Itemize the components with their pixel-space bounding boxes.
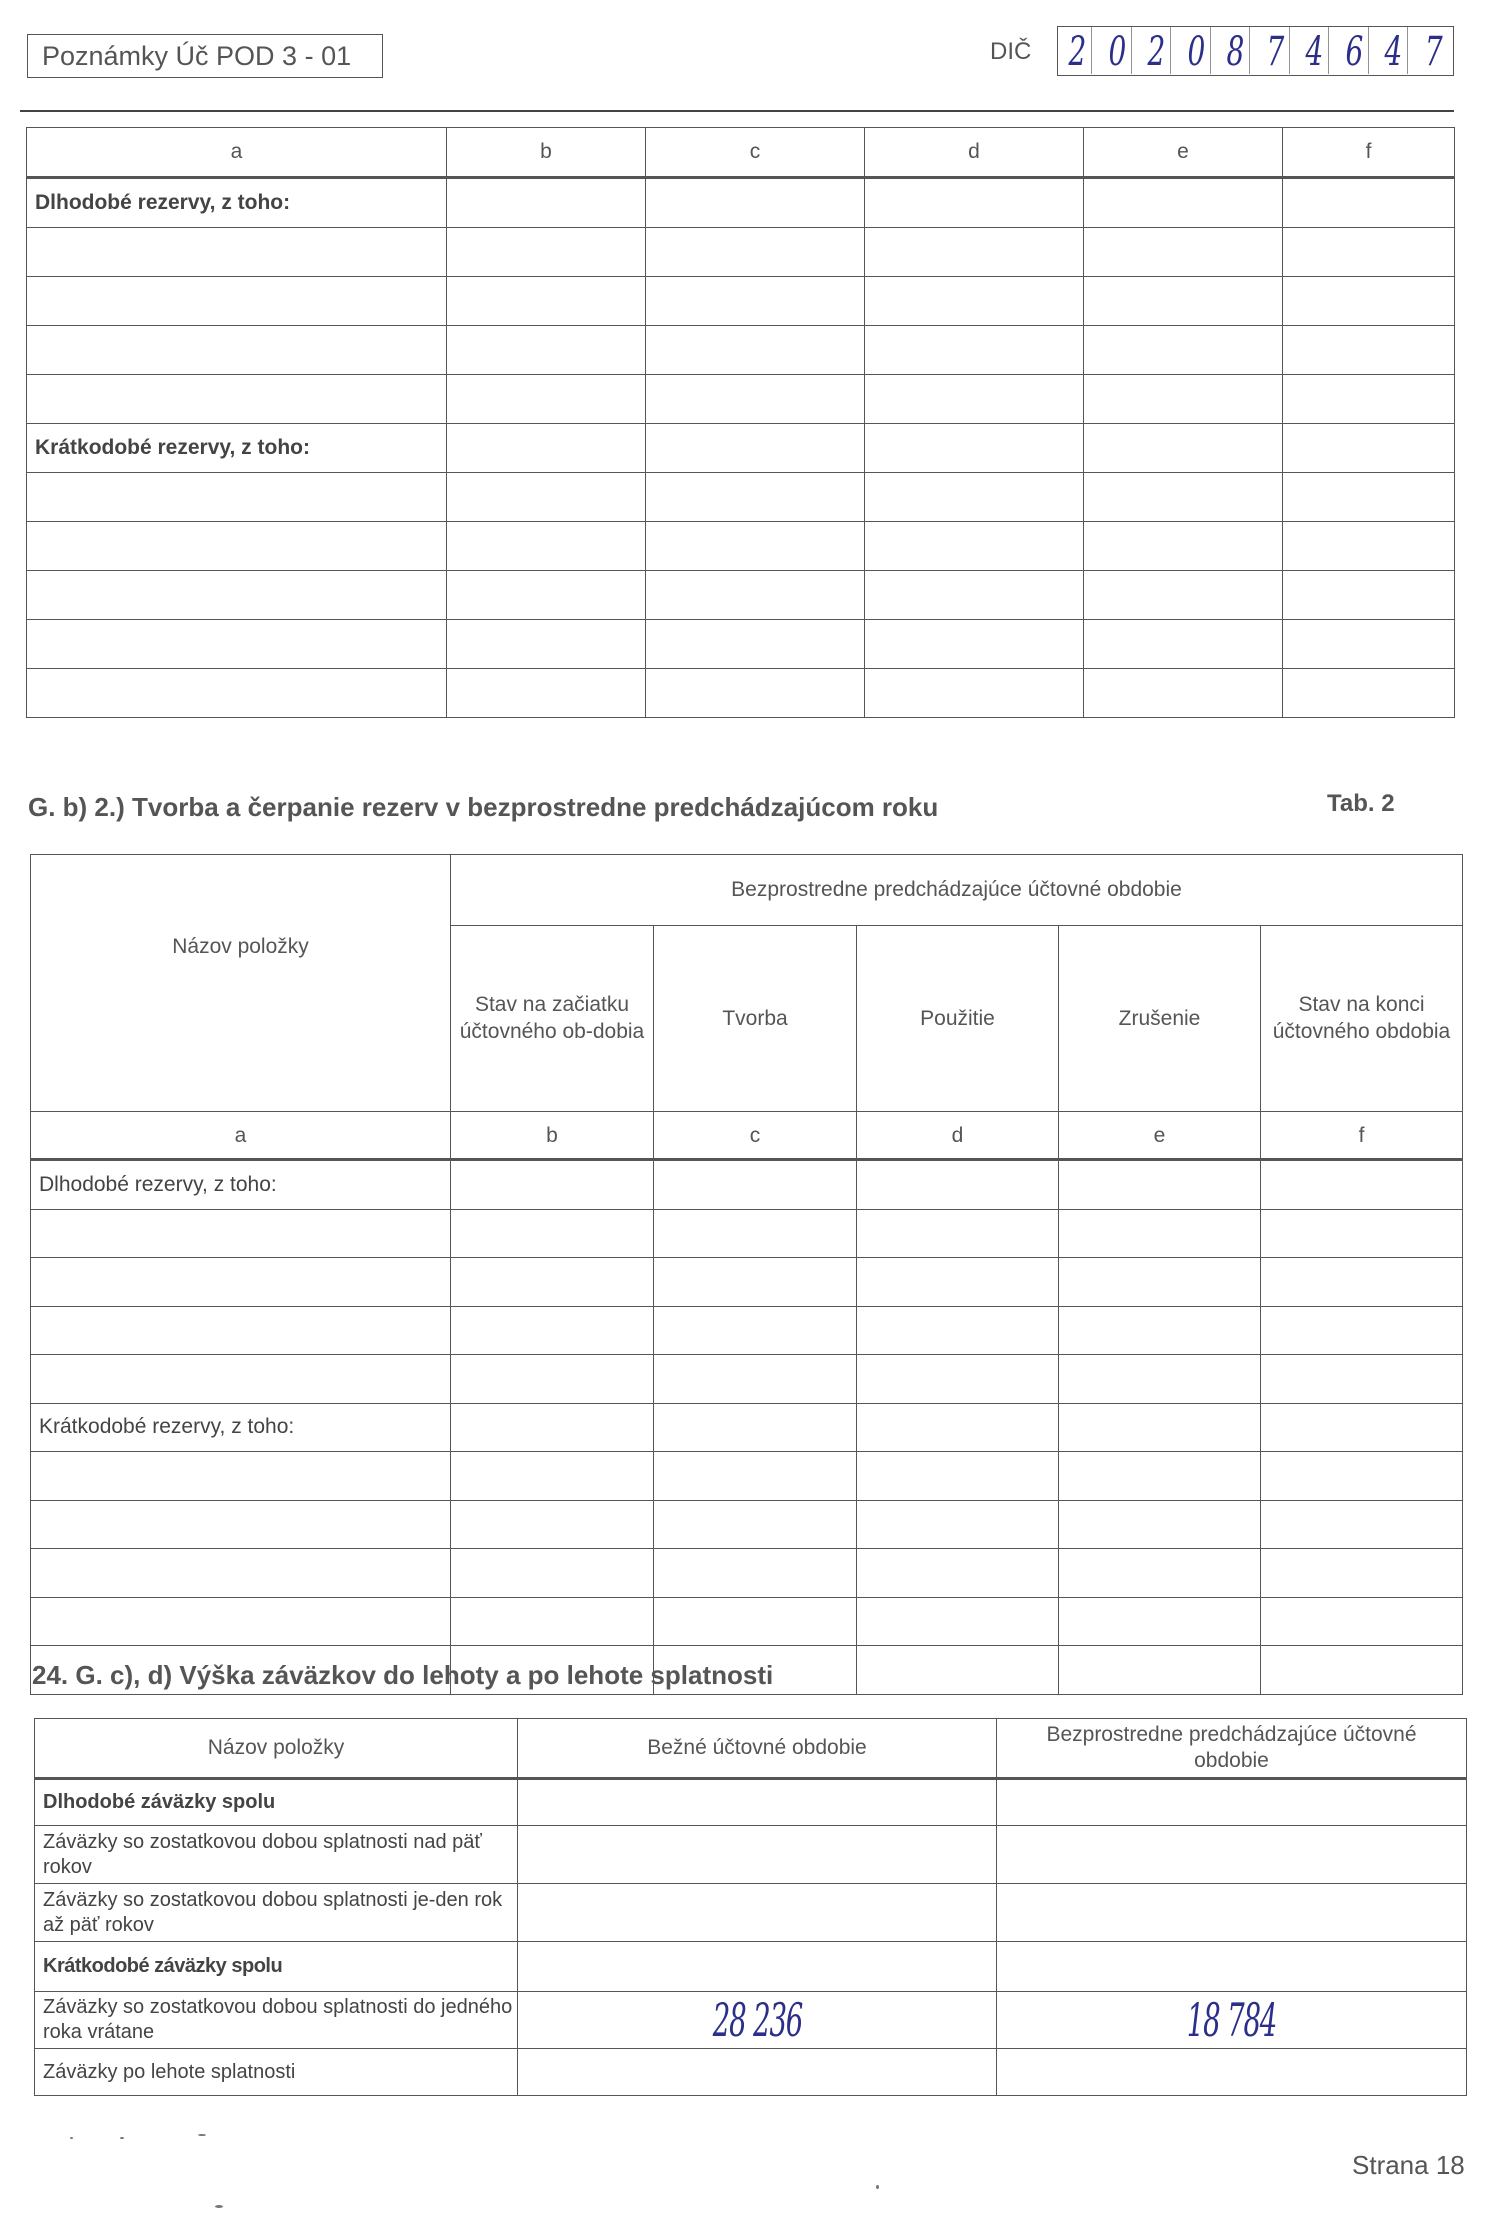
dic-digit[interactable]: 4 (1380, 27, 1408, 74)
cell[interactable] (865, 228, 1084, 277)
cell[interactable] (857, 1403, 1059, 1452)
cell[interactable] (1084, 277, 1283, 326)
cell[interactable] (1059, 1597, 1261, 1646)
previous-value-cell[interactable] (997, 1779, 1467, 1826)
cell[interactable] (451, 1452, 654, 1501)
row-label: Záväzky so zostatkovou dobou splatnosti je-den rok až päť rokov (35, 1884, 518, 1942)
cell[interactable] (451, 1355, 654, 1404)
row-label: Krátkodobé rezervy, z toho: (27, 424, 447, 473)
cell[interactable] (1059, 1258, 1261, 1307)
scan-speck (70, 2137, 73, 2139)
row-label[interactable] (31, 1355, 451, 1404)
table-row (27, 375, 1455, 424)
row-label[interactable] (31, 1258, 451, 1307)
cell[interactable] (654, 1258, 857, 1307)
cell[interactable] (1084, 375, 1283, 424)
cell[interactable] (865, 473, 1084, 522)
row-label[interactable] (27, 473, 447, 522)
dic-digit[interactable]: 8 (1222, 27, 1250, 74)
cell[interactable] (1261, 1355, 1463, 1404)
table-row (31, 1355, 1463, 1404)
row-label[interactable] (27, 375, 447, 424)
form-id-box (27, 34, 383, 78)
cell[interactable] (646, 424, 865, 473)
sub-header: Stav na začiatku účtovného ob-dobia (451, 925, 654, 1111)
sub-header: Tvorba (654, 925, 857, 1111)
cell[interactable] (1261, 1597, 1463, 1646)
current-value-cell[interactable] (518, 1779, 997, 1826)
cell[interactable] (865, 571, 1084, 620)
cell[interactable] (1059, 1500, 1261, 1549)
cell[interactable] (1261, 1209, 1463, 1258)
table-row (27, 228, 1455, 277)
cell[interactable] (857, 1306, 1059, 1355)
cell[interactable] (451, 1500, 654, 1549)
dic-field[interactable] (1057, 26, 1454, 76)
cell[interactable] (1283, 424, 1455, 473)
cell[interactable] (1084, 571, 1283, 620)
cell[interactable] (865, 326, 1084, 375)
row-label[interactable] (27, 571, 447, 620)
previous-value-cell[interactable] (997, 2049, 1467, 2096)
group-header: Bezprostredne predchádzajúce účtovné obdobie (451, 855, 1463, 926)
reserves-previous-year-table (30, 854, 1463, 1695)
cell[interactable] (1059, 1403, 1261, 1452)
dic-digit[interactable]: 2 (1143, 27, 1171, 74)
cell[interactable] (1261, 1306, 1463, 1355)
previous-value-cell[interactable] (997, 1942, 1467, 1992)
row-label[interactable] (27, 228, 447, 277)
previous-period-header: Bezprostredne predchádzajúce účtovné obdobie (997, 1719, 1467, 1779)
cell[interactable] (654, 1306, 857, 1355)
cell[interactable] (865, 178, 1084, 228)
table-row (27, 522, 1455, 571)
cell[interactable] (1283, 571, 1455, 620)
row-label: Záväzky so zostatkovou dobou splatnosti nad päť rokov (35, 1826, 518, 1884)
table-row (35, 1992, 1467, 2049)
row-label[interactable] (27, 326, 447, 375)
table-row (27, 473, 1455, 522)
dic-digit[interactable]: 0 (1103, 27, 1131, 74)
cell[interactable] (646, 522, 865, 571)
table-row (31, 1452, 1463, 1501)
row-label: Krátkodobé záväzky spolu (35, 1942, 518, 1992)
scan-speck (876, 2185, 879, 2189)
cell[interactable] (1283, 375, 1455, 424)
name-header: Názov položky (35, 1719, 518, 1779)
cell[interactable] (654, 1597, 857, 1646)
cell[interactable] (646, 571, 865, 620)
cell[interactable] (1261, 1403, 1463, 1452)
cell[interactable] (646, 178, 865, 228)
cell[interactable] (654, 1160, 857, 1210)
cell[interactable] (654, 1500, 857, 1549)
cell[interactable] (865, 620, 1084, 669)
cell[interactable] (451, 1403, 654, 1452)
cell[interactable] (451, 1597, 654, 1646)
column-letter-row (31, 1112, 1463, 1160)
cell[interactable] (1084, 228, 1283, 277)
sub-header: Stav na konci účtovného obdobia (1261, 925, 1463, 1111)
cell[interactable] (857, 1209, 1059, 1258)
cell[interactable] (865, 669, 1084, 718)
previous-value-cell[interactable] (997, 1884, 1467, 1942)
scan-speck (215, 2205, 223, 2208)
scan-speck (198, 2134, 206, 2136)
cell[interactable] (857, 1258, 1059, 1307)
cell[interactable] (646, 375, 865, 424)
cell[interactable] (447, 522, 646, 571)
current-value-cell[interactable] (518, 1884, 997, 1942)
table-row (27, 178, 1455, 228)
row-label[interactable] (31, 1500, 451, 1549)
dic-label: DIČ (990, 38, 1032, 65)
table-row (35, 1826, 1467, 1884)
table-row (35, 1779, 1467, 1826)
sub-header: Zrušenie (1059, 925, 1261, 1111)
col-header: e (1084, 128, 1283, 178)
table-row (35, 2049, 1467, 2096)
cell[interactable] (447, 424, 646, 473)
cell[interactable] (1059, 1355, 1261, 1404)
table-row (27, 424, 1455, 473)
cell[interactable] (1261, 1549, 1463, 1598)
cell[interactable] (1283, 277, 1455, 326)
cell[interactable] (857, 1355, 1059, 1404)
table-row (27, 620, 1455, 669)
cell[interactable] (865, 424, 1084, 473)
cell[interactable] (1261, 1258, 1463, 1307)
table-row (27, 571, 1455, 620)
row-label[interactable] (27, 620, 447, 669)
cell[interactable] (1283, 326, 1455, 375)
col-letter: f (1261, 1112, 1463, 1160)
table-row (31, 1403, 1463, 1452)
cell[interactable] (654, 1355, 857, 1404)
col-header: a (27, 128, 447, 178)
cell[interactable] (1059, 1306, 1261, 1355)
cell[interactable] (447, 620, 646, 669)
cell[interactable] (857, 1160, 1059, 1210)
col-letter: d (857, 1112, 1059, 1160)
handwritten-value: 28 236 (712, 1992, 802, 2047)
cell[interactable] (451, 1209, 654, 1258)
table-row (31, 1160, 1463, 1210)
row-label: Záväzky so zostatkovou dobou splatnosti do jedného roka vrátane (35, 1992, 518, 2049)
current-value-cell[interactable] (518, 2049, 997, 2096)
cell[interactable] (1084, 522, 1283, 571)
cell[interactable] (1283, 473, 1455, 522)
table-row (35, 1884, 1467, 1942)
name-header: Názov položky (31, 855, 451, 1112)
col-header: c (646, 128, 865, 178)
cell[interactable] (447, 375, 646, 424)
cell[interactable] (857, 1500, 1059, 1549)
cell[interactable] (1059, 1209, 1261, 1258)
dic-digit[interactable]: 0 (1182, 27, 1210, 74)
cell[interactable] (1261, 1646, 1463, 1695)
table-row (31, 1549, 1463, 1598)
row-label[interactable] (31, 1306, 451, 1355)
group-header-row (31, 855, 1463, 926)
cell[interactable] (1059, 1646, 1261, 1695)
table-row (35, 1942, 1467, 1992)
dic-digit[interactable]: 2 (1064, 27, 1092, 74)
section-title: G. b) 2.) Tvorba a čerpanie rezerv v bezprostredne predchádzajúcom roku (28, 792, 939, 822)
table-row (31, 1597, 1463, 1646)
cell[interactable] (1283, 522, 1455, 571)
cell[interactable] (1084, 178, 1283, 228)
row-label: Dlhodobé rezervy, z toho: (31, 1160, 451, 1210)
table-row (31, 1209, 1463, 1258)
cell[interactable] (646, 473, 865, 522)
previous-value-cell[interactable] (997, 1826, 1467, 1884)
cell[interactable] (451, 1258, 654, 1307)
column-letter-row (27, 128, 1455, 178)
table-row (31, 1306, 1463, 1355)
row-label[interactable] (31, 1452, 451, 1501)
cell[interactable] (646, 620, 865, 669)
cell[interactable] (447, 277, 646, 326)
table-row (27, 277, 1455, 326)
cell[interactable] (646, 277, 865, 326)
cell[interactable] (646, 228, 865, 277)
cell[interactable] (1084, 424, 1283, 473)
row-label: Krátkodobé rezervy, z toho: (31, 1403, 451, 1452)
cell[interactable] (1059, 1452, 1261, 1501)
cell[interactable] (447, 669, 646, 718)
cell[interactable] (1084, 669, 1283, 718)
cell[interactable] (447, 326, 646, 375)
tab-label: Tab. 2 (1327, 790, 1395, 817)
table-row (27, 669, 1455, 718)
header-divider (20, 110, 1454, 112)
cell[interactable] (646, 326, 865, 375)
cell[interactable] (1283, 178, 1455, 228)
row-label: Dlhodobé záväzky spolu (35, 1779, 518, 1826)
cell[interactable] (1283, 620, 1455, 669)
section-title: 24. G. c), d) Výška záväzkov do lehoty a po lehote splatnosti (32, 1660, 774, 1690)
sub-header: Použitie (857, 925, 1059, 1111)
cell[interactable] (447, 228, 646, 277)
reserves-current-table (26, 127, 1455, 718)
col-header: d (865, 128, 1084, 178)
cell[interactable] (447, 473, 646, 522)
cell[interactable] (1084, 326, 1283, 375)
row-label: Záväzky po lehote splatnosti (35, 2049, 518, 2096)
cell[interactable] (857, 1549, 1059, 1598)
col-header: f (1283, 128, 1455, 178)
row-label[interactable] (27, 522, 447, 571)
cell[interactable] (451, 1549, 654, 1598)
cell[interactable] (451, 1306, 654, 1355)
cell[interactable] (1261, 1500, 1463, 1549)
cell[interactable] (857, 1452, 1059, 1501)
cell[interactable] (865, 375, 1084, 424)
row-label[interactable] (31, 1209, 451, 1258)
row-label[interactable] (27, 669, 447, 718)
dic-digit[interactable]: 7 (1424, 29, 1443, 75)
cell[interactable] (1084, 473, 1283, 522)
dic-digit[interactable]: 4 (1301, 27, 1329, 74)
cell[interactable] (646, 669, 865, 718)
previous-value-cell[interactable] (997, 1992, 1467, 2049)
cell[interactable] (865, 277, 1084, 326)
cell[interactable] (654, 1549, 857, 1598)
header-row (35, 1719, 1467, 1779)
cell[interactable] (654, 1209, 857, 1258)
table-row (31, 1500, 1463, 1549)
dic-digit[interactable]: 7 (1261, 27, 1289, 74)
page-number: Strana 18 (1352, 2150, 1465, 2180)
current-value-cell[interactable] (518, 1826, 997, 1884)
scan-speck (120, 2137, 124, 2139)
col-letter: e (1059, 1112, 1261, 1160)
cell[interactable] (857, 1597, 1059, 1646)
cell[interactable] (1059, 1160, 1261, 1210)
row-label[interactable] (27, 277, 447, 326)
cell[interactable] (1084, 620, 1283, 669)
table-row (31, 1258, 1463, 1307)
col-letter: c (654, 1112, 857, 1160)
table-row (27, 326, 1455, 375)
cell[interactable] (654, 1452, 857, 1501)
row-label[interactable] (31, 1597, 451, 1646)
liabilities-maturity-table (34, 1718, 1467, 2096)
cell[interactable] (447, 178, 646, 228)
row-label: Dlhodobé rezervy, z toho: (27, 178, 447, 228)
cell[interactable] (1261, 1160, 1463, 1210)
current-period-header: Bežné účtovné obdobie (518, 1719, 997, 1779)
cell[interactable] (1261, 1452, 1463, 1501)
dic-digit[interactable]: 6 (1340, 27, 1368, 74)
col-letter: b (451, 1112, 654, 1160)
row-label[interactable] (31, 1549, 451, 1598)
cell[interactable] (654, 1403, 857, 1452)
current-value-cell[interactable] (518, 1992, 997, 2049)
cell[interactable] (1059, 1549, 1261, 1598)
handwritten-value: 18 784 (1186, 1992, 1277, 2047)
cell[interactable] (447, 571, 646, 620)
col-letter: a (31, 1112, 451, 1160)
cell[interactable] (1283, 669, 1455, 718)
cell[interactable] (1283, 228, 1455, 277)
form-id-text: Poznámky Úč POD 3 - 01 (42, 41, 352, 71)
col-header: b (447, 128, 646, 178)
current-value-cell[interactable] (518, 1942, 997, 1992)
cell[interactable] (865, 522, 1084, 571)
cell[interactable] (451, 1160, 654, 1210)
cell[interactable] (857, 1646, 1059, 1695)
